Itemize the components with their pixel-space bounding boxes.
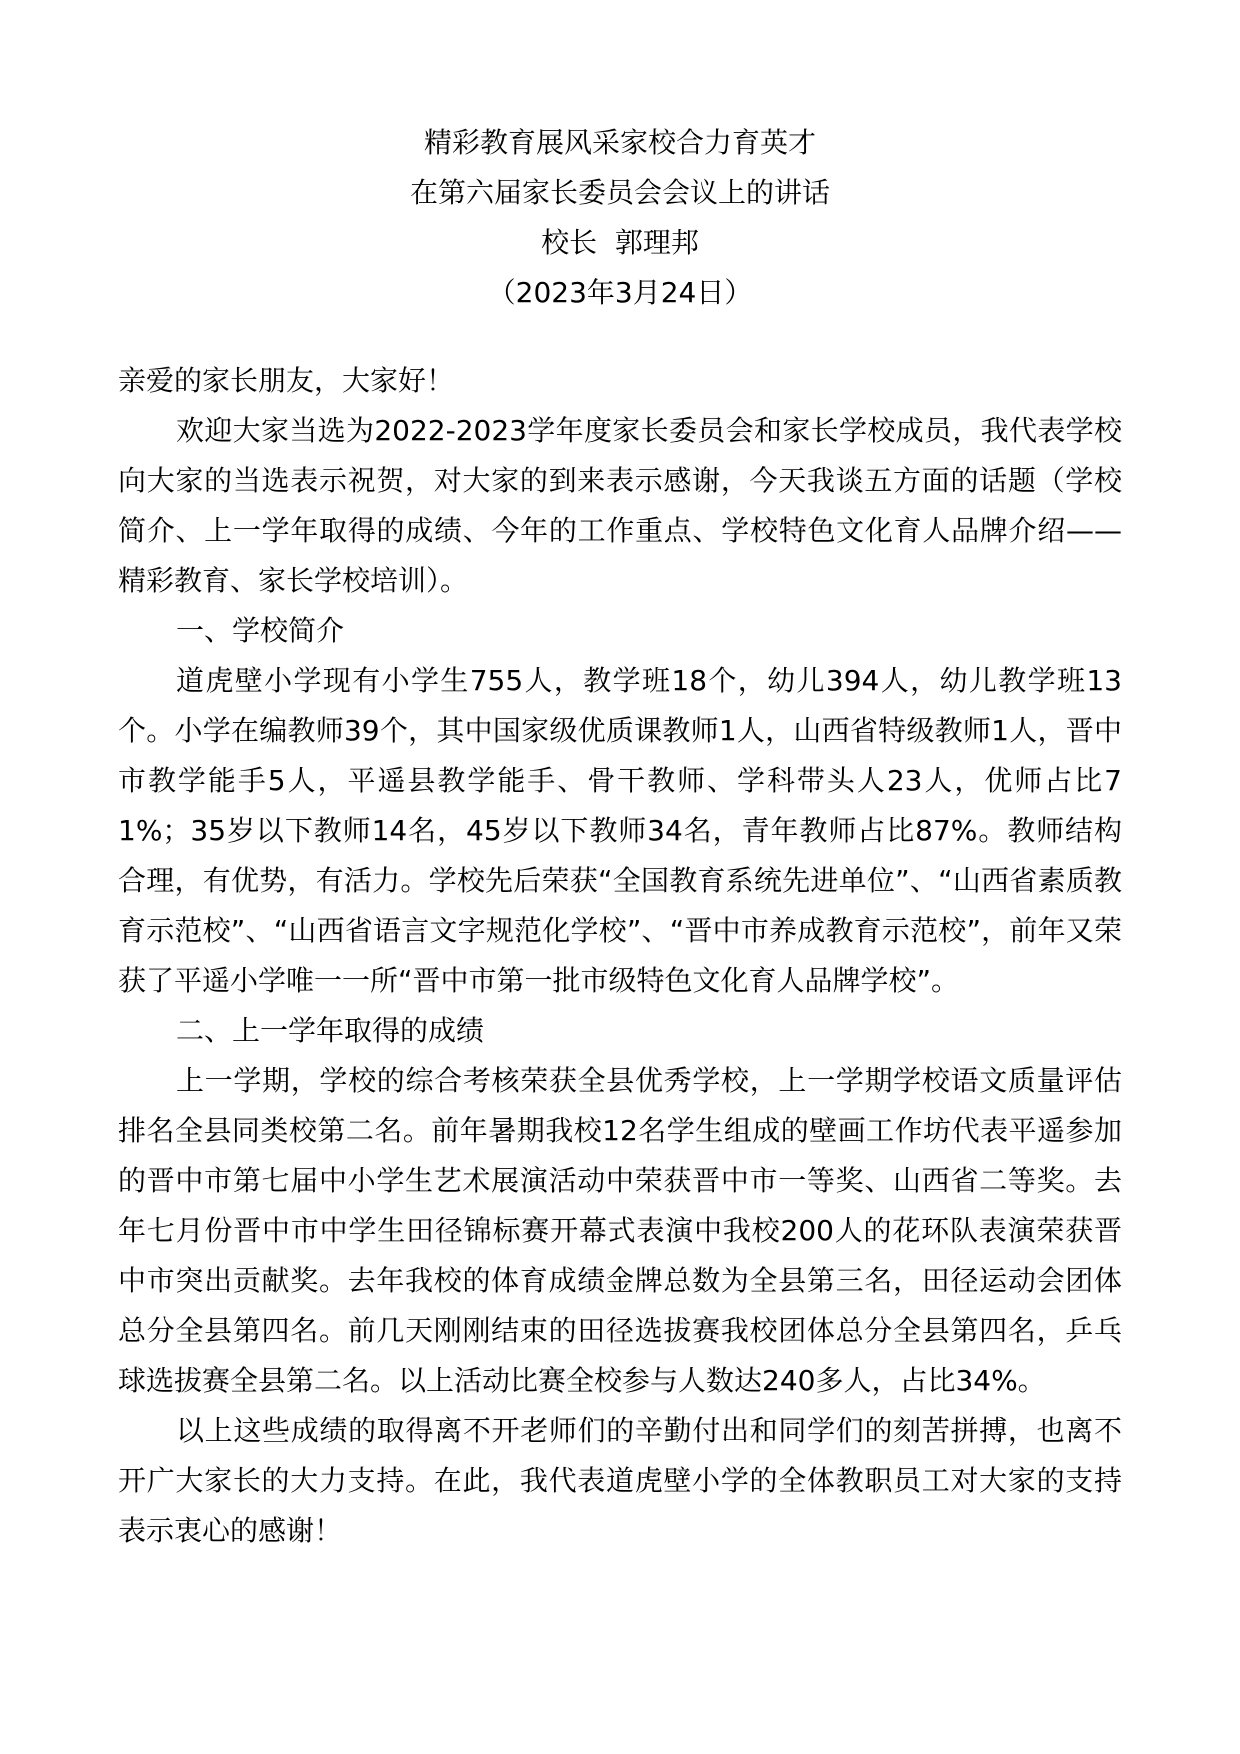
document-header [0,118,1240,318]
document-body [118,356,1122,1556]
intro-paragraph: 欢迎大家当选为2022-2023学年度家长委员会和家长学校成员，我代表学校向大家的当选表示祝贺，对大家的到来表示感谢，今天我谈五方面的话题（学校简介、上一学年取得的成绩、今年的工作重点、学校特色文化育人品牌介绍——精彩教育、家长学校培训）。 [118,414,1122,597]
speech-date: （2023年3月24日） [487,276,753,309]
section-heading-achievements: 二、上一学年取得的成绩 [176,1014,485,1047]
speaker-line: 校长 郭理邦 [541,226,699,259]
greeting: 亲爱的家长朋友，大家好！ [118,364,455,397]
school-profile-paragraph: 道虎壁小学现有小学生755人，教学班18个，幼儿394人，幼儿教学班13个。小学在编教师39个，其中国家级优质课教师1人，山西省特级教师1人，晋中市教学能手5人，平遥县教学能手、骨干教师、学科带头人23人，优师占比71%；35岁以下教师14名，45岁以下教师34名，青年教师占比87%。教师结构合理，有优势，有活力。学校先后荣获“全国教育系统先进单位”、“山西省素质教育示范校”、“山西省语言文字规范化学校”、“晋中市养成教育示范校”，前年又荣获了平遥小学唯一一所“晋中市第一批市级特色文化育人品牌学校”。 [118,664,1122,997]
document-subtitle: 在第六届家长委员会会议上的讲话 [409,176,830,209]
document-title: 精彩教育展风采家校合力育英才 [423,126,816,159]
achievements-paragraph: 上一学期，学校的综合考核荣获全县优秀学校，上一学期学校语文质量评估排名全县同类校第二名。前年暑期我校12名学生组成的壁画工作坊代表平遥参加的晋中市第七届中小学生艺术展演活动中荣获晋中市一等奖、山西省二等奖。去年七月份晋中市中学生田径锦标赛开幕式表演中我校200人的花环队表演荣获晋中市突出贡献奖。去年我校的体育成绩金牌总数为全县第三名，田径运动会团体总分全县第四名。前几天刚刚结束的田径选拔赛我校团体总分全县第四名，乒乓球选拔赛全县第二名。以上活动比赛全校参与人数达240多人，占比34%。 [118,1064,1122,1397]
thanks-paragraph: 以上这些成绩的取得离不开老师们的辛勤付出和同学们的刻苦拼搏，也离不开广大家长的大力支持。在此，我代表道虎壁小学的全体教职员工对大家的支持表示衷心的感谢！ [118,1414,1122,1547]
section-heading-school-profile: 一、学校简介 [176,614,345,647]
